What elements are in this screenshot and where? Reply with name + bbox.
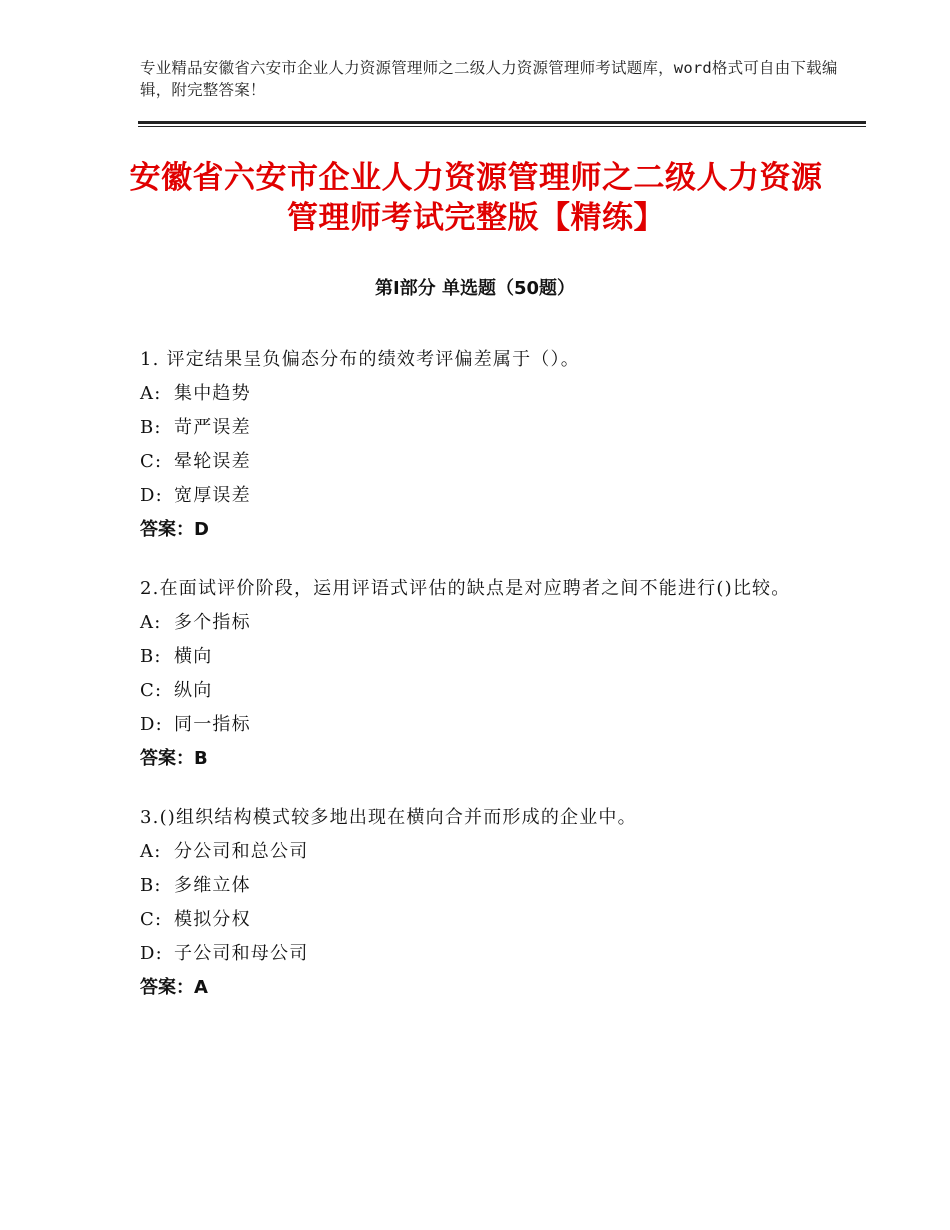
question-option-c [140, 674, 810, 708]
question-option-a [140, 606, 810, 640]
question-stem: 3.()组织结构模式较多地出现在横向合并而形成的企业中。 [140, 807, 637, 828]
question-stem: 2.在面试评价阶段，运用评语式评估的缺点是对应聘者之间不能进行()比较。 [140, 578, 791, 599]
option-key: C: [140, 909, 163, 930]
option-key: A: [140, 383, 162, 404]
option-text: 纵向 [174, 680, 213, 701]
option-key: C: [140, 680, 163, 701]
question-2 [140, 572, 810, 776]
option-key: D: [140, 485, 163, 506]
option-text: 子公司和母公司 [174, 943, 309, 964]
question-stem: 1. 评定结果呈负偏态分布的绩效考评偏差属于（）。 [140, 349, 580, 370]
option-text: 模拟分权 [174, 909, 251, 930]
option-key: B: [140, 875, 162, 896]
question-list [140, 343, 810, 1030]
question-option-d [140, 708, 810, 742]
question-option-a [140, 377, 810, 411]
option-key: B: [140, 646, 162, 667]
option-text: 同一指标 [174, 714, 251, 735]
option-text: 宽厚误差 [174, 485, 251, 506]
question-answer: 答案：B [140, 748, 208, 769]
document-title: 安徽省六安市企业人力资源管理师之二级人力资源管理师考试完整版【精练】 [129, 160, 823, 236]
question-option-a [140, 835, 810, 869]
option-text: 苛严误差 [174, 417, 251, 438]
option-key: B: [140, 417, 162, 438]
option-text: 晕轮误差 [174, 451, 251, 472]
question-option-b [140, 640, 810, 674]
question-answer: 答案：A [140, 977, 208, 998]
question-option-b [140, 411, 810, 445]
option-key: A: [140, 612, 162, 633]
question-1 [140, 343, 810, 547]
option-text: 集中趋势 [174, 383, 251, 404]
option-key: C: [140, 451, 163, 472]
question-option-d [140, 479, 810, 513]
question-answer: 答案：D [140, 519, 209, 540]
header-rule-thick [138, 121, 866, 124]
option-key: D: [140, 714, 163, 735]
header-note: 专业精品安徽省六安市企业人力资源管理师之二级人力资源管理师考试题库，word格式可自由下载编辑，附完整答案！ [140, 59, 838, 99]
question-3 [140, 801, 810, 1005]
question-option-c [140, 445, 810, 479]
question-option-b [140, 869, 810, 903]
section-heading: 第Ⅰ部分 单选题（50题） [374, 278, 575, 299]
option-text: 分公司和总公司 [174, 841, 309, 862]
option-key: D: [140, 943, 163, 964]
option-key: A: [140, 841, 162, 862]
header-rule-thin [138, 126, 866, 127]
option-text: 多维立体 [174, 875, 251, 896]
option-text: 横向 [174, 646, 213, 667]
option-text: 多个指标 [174, 612, 251, 633]
question-option-d [140, 937, 810, 971]
question-option-c [140, 903, 810, 937]
